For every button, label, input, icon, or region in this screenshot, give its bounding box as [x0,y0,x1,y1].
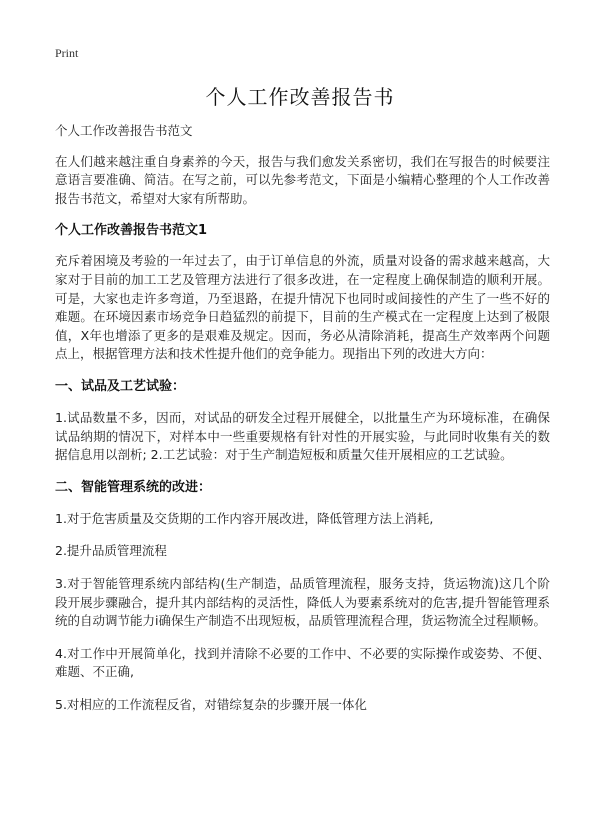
print-link[interactable]: Print [55,46,79,60]
document-subtitle: 个人工作改善报告书范文 [55,123,193,138]
section-title: 个人工作改善报告书范文1 [55,223,208,239]
list-item: 2.提升品质管理流程 [55,543,167,559]
intro-paragraph: 在人们越来越注重自身素养的今天，报告与我们愈发关系密切，我们在写报告的时候要注意语言要准确、简洁。在写之前，可以先参考范文，下面是小编精心整理的个人工作改善报告书范文，希望对大家有所帮助。 [55,153,550,206]
heading-trial-process: 一、试品及工艺试验： [55,378,186,394]
list-item: 3.对于智能管理系统内部结构(生产制造，品质管理流程，服务支持，货运物流)这几个阶段开展步骤融合，提升其内部结构的灵活性，降低人为要素系统对的危害,提升智能管理系统的自动调节能力i确保生产制造不出现短板，品质管理流程合理，货运物流全过程顺畅。 [55,575,550,629]
heading-management-system: 二、智能管理系统的改进： [55,479,212,495]
list-item: 4.对工作中开展简单化，找到并清除不必要的工作中、不必要的实际操作或姿势、不便、难题、不正确, [55,645,550,680]
list-item: 5.对相应的工作流程反省，对错综复杂的步骤开展一体化 [55,696,367,712]
list-item: 1.对于危害质量及交货期的工作内容开展改进，降低管理方法上消耗, [55,510,434,526]
body-paragraph: 充斥着困境及考验的一年过去了，由于订单信息的外流，质量对设备的需求越来越高，大家对于目前的加工工艺及管理方法进行了很多改进，在一定程度上确保制造的顺利开展。可是，大家也走许多弯道，乃至退路，在提升情况下也同时或间接性的产生了一些不好的难题。在环境因素市场竞争日趋猛烈的前提下，目前的生产模式在一定程度上达到了极限值，X年也增添了更多的是艰难及规定。因而，务必从清除消耗，提高生产效率两个问题点上，根据管理方法和技术性提升他们的竞争能力。现指出下列的改进大方向： [55,253,550,362]
page-title: 个人工作改善报告书 [205,85,395,109]
document-content [55,122,550,728]
trial-process-paragraph: 1.试品数量不多，因而，对试品的研发全过程开展健全，以批量生产为环境标准，在确保试品纳期的情况下，对样本中一些重要规格有针对性的开展实验，与此同时收集有关的数据信息用以剖析; 2.工艺试验：对于生产制造短板和质量欠佳开展相应的工艺试验。 [55,409,550,463]
